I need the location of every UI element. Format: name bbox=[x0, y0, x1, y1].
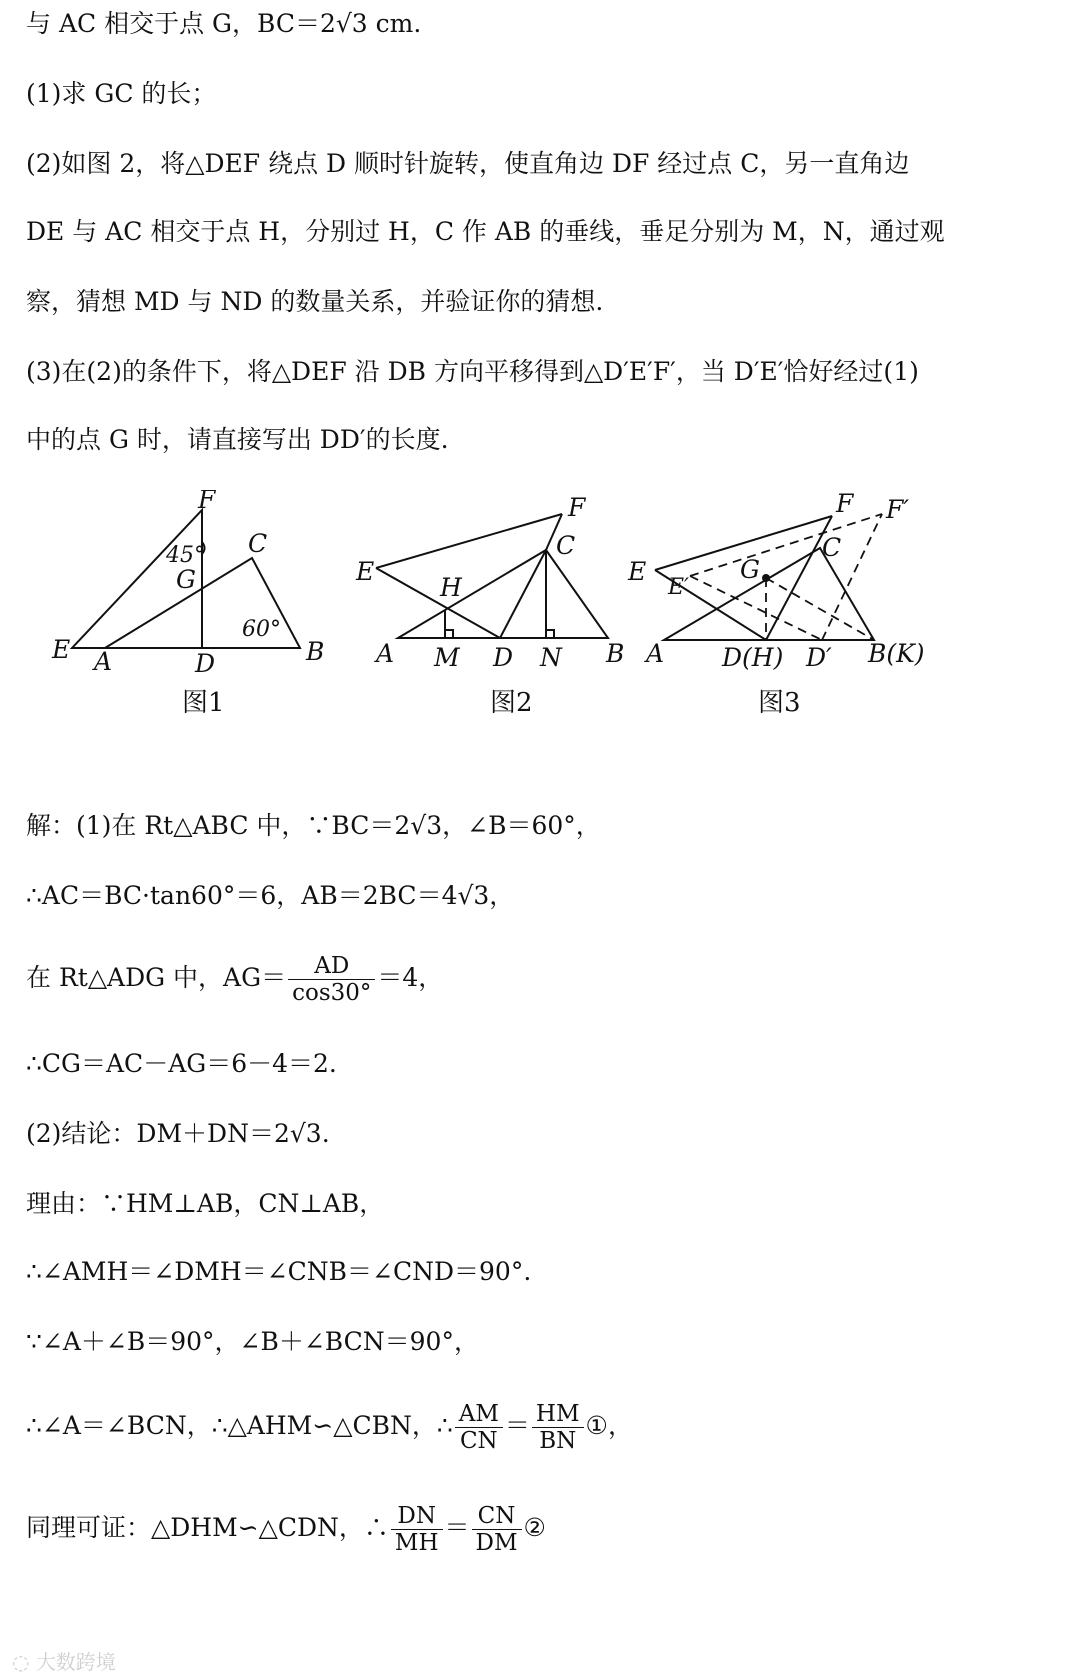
fraction-ad-cos30 bbox=[288, 953, 375, 1006]
fraction-numerator: DN bbox=[391, 1503, 443, 1530]
fraction-denominator: MH bbox=[394, 1530, 439, 1556]
solution-line-2: ∴AC＝BC·tan60°＝6，AB＝2BC＝4√3， bbox=[26, 881, 515, 910]
fig1-label-c: C bbox=[248, 529, 268, 558]
solution-line-3-pre: 在 Rt△ADG 中，AG＝ bbox=[26, 963, 287, 992]
fraction-numerator: AD bbox=[288, 953, 375, 980]
fig1-label-d: D bbox=[195, 649, 216, 678]
problem-line-2: (1)求 GC 的长； bbox=[26, 79, 217, 108]
solution-line-10-post: ② bbox=[523, 1513, 546, 1542]
solution-line-9-pre: ∴∠A＝∠BCN，∴△AHM∽△CBN，∴ bbox=[26, 1411, 453, 1440]
fig1-label-45: 45° bbox=[166, 543, 205, 568]
fig3-label-a: A bbox=[646, 639, 665, 668]
solution-line-4: ∴CG＝AC－AG＝6－4＝2. bbox=[26, 1049, 337, 1078]
fig3-label-f: F bbox=[836, 490, 854, 518]
geometry-figures bbox=[50, 490, 950, 730]
watermark-text: 大数跨境 bbox=[35, 1650, 116, 1674]
fraction-numerator: CN bbox=[472, 1503, 522, 1530]
solution-line-7: ∴∠AMH＝∠DMH＝∠CNB＝∠CND＝90°. bbox=[26, 1257, 532, 1286]
fraction-hm-bn bbox=[532, 1401, 584, 1454]
problem-line-7: 中的点 G 时，请直接写出 DD′的长度. bbox=[26, 425, 449, 454]
problem-line-6: (3)在(2)的条件下，将△DEF 沿 DB 方向平移得到△D′E′F′，当 D′E′恰好经过(1) bbox=[26, 357, 919, 386]
fraction-numerator: HM bbox=[532, 1401, 584, 1428]
caption-figure-1: 图1 bbox=[182, 688, 225, 718]
fig2-label-a: A bbox=[376, 639, 395, 668]
solution-line-6: 理由：∵HM⊥AB，CN⊥AB， bbox=[26, 1189, 385, 1218]
fig2-label-e: E bbox=[356, 557, 375, 586]
solution-line-3 bbox=[26, 944, 443, 1012]
fig3-label-ep: E′ bbox=[668, 575, 690, 600]
fig3-label-dp: D′ bbox=[806, 643, 832, 672]
fraction-denominator: cos30° bbox=[292, 980, 372, 1006]
fig2-label-n: N bbox=[540, 643, 562, 672]
solution-line-9-post: ①， bbox=[585, 1411, 633, 1440]
watermark-logo-icon: ◌ bbox=[12, 1650, 30, 1674]
fraction-am-cn bbox=[455, 1401, 503, 1454]
fig3-point-g bbox=[762, 574, 770, 582]
fig2-triangle-abc bbox=[398, 550, 608, 638]
fig3-label-bk: B(K) bbox=[868, 639, 925, 668]
fig3-label-dh: D(H) bbox=[722, 643, 784, 672]
fig1-label-b: B bbox=[306, 637, 325, 666]
fig1-label-f: F bbox=[198, 490, 216, 514]
solution-line-1: 解：(1)在 Rt△ABC 中，∵BC＝2√3，∠B＝60°， bbox=[26, 811, 601, 840]
fraction-denominator: DM bbox=[475, 1530, 518, 1556]
equals-sign: ＝ bbox=[504, 1411, 530, 1440]
fig3-dashed-ef-prime bbox=[690, 514, 882, 576]
caption-figure-2: 图2 bbox=[490, 688, 533, 718]
solution-line-5: (2)结论：DM＋DN＝2√3. bbox=[26, 1119, 330, 1148]
caption-figure-3: 图3 bbox=[758, 688, 801, 718]
fig3-label-c: C bbox=[822, 533, 842, 562]
fig2-label-d: D bbox=[493, 643, 514, 672]
solution-line-9 bbox=[26, 1392, 633, 1460]
fraction-numerator: AM bbox=[455, 1401, 503, 1428]
solution-line-8: ∵∠A＋∠B＝90°，∠B＋∠BCN＝90°， bbox=[26, 1327, 479, 1356]
problem-line-4: DE 与 AC 相交于点 H，分别过 H，C 作 AB 的垂线，垂足分别为 M，N，通过观 bbox=[26, 217, 945, 246]
fig3-label-g: G bbox=[740, 555, 760, 584]
fig3-label-e: E bbox=[628, 557, 647, 586]
problem-line-5: 察，猜想 MD 与 ND 的数量关系，并验证你的猜想. bbox=[26, 287, 604, 316]
fig2-line-ed bbox=[376, 568, 500, 638]
fig3-label-fp: F′ bbox=[886, 495, 910, 524]
solution-line-10 bbox=[26, 1494, 546, 1562]
fig2-label-f: F bbox=[568, 493, 586, 522]
fraction-dn-mh bbox=[391, 1503, 443, 1556]
fig2-line-ef bbox=[376, 514, 562, 568]
fraction-cn-dm bbox=[472, 1503, 522, 1556]
equals-sign: ＝ bbox=[444, 1513, 470, 1542]
fig1-label-g: G bbox=[176, 565, 196, 594]
fraction-denominator: BN bbox=[539, 1428, 577, 1454]
fig2-label-m: M bbox=[434, 643, 460, 672]
solution-line-3-post: ＝4， bbox=[377, 963, 444, 992]
fig1-label-e: E bbox=[52, 635, 71, 664]
watermark bbox=[12, 1646, 116, 1675]
solution-line-10-pre: 同理可证：△DHM∽△CDN，∴ bbox=[26, 1513, 389, 1542]
fig3-triangle-abc bbox=[664, 548, 874, 640]
fig1-label-a: A bbox=[94, 647, 113, 676]
fraction-denominator: CN bbox=[459, 1428, 498, 1454]
fig2-label-c: C bbox=[556, 531, 576, 560]
problem-line-1: 与 AC 相交于点 G，BC＝2√3 cm. bbox=[26, 9, 422, 38]
fig2-label-b: B bbox=[606, 639, 625, 668]
fig2-label-h: H bbox=[440, 573, 462, 602]
problem-line-3: (2)如图 2，将△DEF 绕点 D 顺时针旋转，使直角边 DF 经过点 C，另一直角边 bbox=[26, 149, 910, 178]
fig1-label-60: 60° bbox=[242, 617, 281, 642]
